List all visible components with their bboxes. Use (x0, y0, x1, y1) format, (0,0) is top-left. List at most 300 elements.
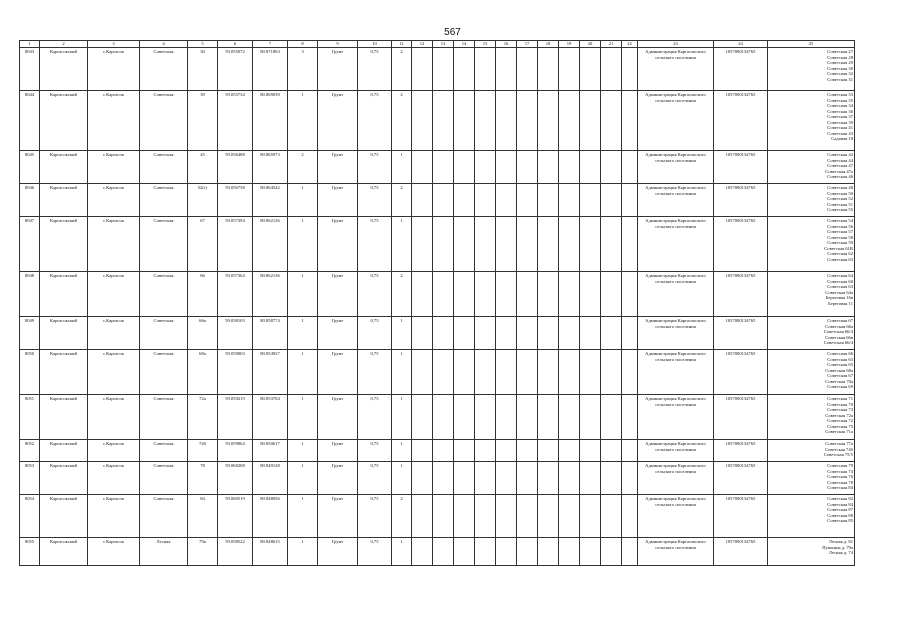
owner-cell: Администрация Каргасокского сельского поселения (638, 91, 714, 151)
column-number: 19 (559, 41, 580, 48)
column-number: 22 (622, 41, 638, 48)
served-address: Советская 65 (827, 362, 853, 367)
empty-cell (517, 217, 538, 272)
empty-cell (601, 272, 622, 317)
settlement-cell: с.Каргасок (88, 495, 140, 538)
street-cell: Лесная (140, 538, 188, 566)
settlement-cell: с.Каргасок (88, 462, 140, 495)
surface-cell: Грунт (318, 350, 358, 395)
empty-cell (496, 350, 517, 395)
empty-cell (412, 91, 433, 151)
ogrn-cell: 1057000134765 (714, 91, 768, 151)
empty-cell (538, 440, 559, 462)
served-addresses-cell (768, 48, 855, 91)
empty-cell (580, 272, 601, 317)
column-number: 10 (358, 41, 392, 48)
surface-cell: Грунт (318, 272, 358, 317)
served-address: Советская 44 (827, 157, 853, 163)
served-address: Советская 62 (827, 251, 853, 256)
served-addresses-cell (768, 91, 855, 151)
empty-cell (433, 440, 454, 462)
volume-cell: 2 (392, 91, 412, 151)
empty-cell (496, 317, 517, 350)
empty-cell (433, 538, 454, 566)
latitude-cell: 59.056758 (218, 184, 253, 217)
area-cell: 0,75 (358, 272, 392, 317)
empty-cell (601, 184, 622, 217)
empty-cell (559, 151, 580, 184)
district-cell: Каргасокский (40, 48, 88, 91)
area-cell: 0,75 (358, 395, 392, 440)
owner-cell: Администрация Каргасокского сельского поселения (638, 272, 714, 317)
empty-cell (622, 462, 638, 495)
served-address: Советская 31 (827, 76, 853, 82)
served-address: Советская 63 (827, 284, 853, 289)
empty-cell (580, 151, 601, 184)
surface-cell: Грунт (318, 462, 358, 495)
empty-cell (580, 350, 601, 395)
served-addresses-cell (768, 350, 855, 395)
empty-cell (433, 462, 454, 495)
container-count-cell: 1 (288, 395, 318, 440)
settlement-cell: с.Каргасок (88, 48, 140, 91)
empty-cell (517, 272, 538, 317)
empty-cell (475, 462, 496, 495)
empty-cell (517, 462, 538, 495)
empty-cell (601, 317, 622, 350)
empty-cell (496, 91, 517, 151)
empty-cell (559, 440, 580, 462)
latitude-cell: 59.058103 (218, 317, 253, 350)
registry-table (19, 40, 855, 566)
empty-cell (559, 395, 580, 440)
empty-cell (412, 440, 433, 462)
empty-cell (496, 538, 517, 566)
surface-cell: Грунт (318, 538, 358, 566)
latitude-cell: 59.059219 (218, 395, 253, 440)
district-cell: Каргасокский (40, 462, 88, 495)
table-row (20, 440, 855, 462)
served-address: Советская 66/4 (823, 340, 853, 345)
empty-cell (475, 151, 496, 184)
empty-cell (580, 48, 601, 91)
table-row (20, 48, 855, 91)
street-cell: Советская (140, 91, 188, 151)
empty-cell (412, 395, 433, 440)
empty-cell (475, 91, 496, 151)
empty-cell (433, 272, 454, 317)
area-cell: 0,75 (358, 538, 392, 566)
empty-cell (538, 395, 559, 440)
served-address: Лесная д. 81 (828, 539, 853, 544)
area-cell: 0,75 (358, 440, 392, 462)
container-count-cell: 1 (288, 317, 318, 350)
served-address: Советская 71 (827, 396, 853, 401)
ogrn-cell: 1057000134765 (714, 538, 768, 566)
served-address: Советская 51 (827, 201, 853, 207)
served-address: Советская 58 (827, 234, 853, 240)
served-address: Советская 27 (827, 49, 853, 54)
empty-cell (496, 48, 517, 91)
served-address: Советская 63 (827, 356, 853, 362)
table-row (20, 538, 855, 566)
ogrn-cell: 1057000134765 (714, 48, 768, 91)
served-address: Советская 34 (827, 103, 853, 108)
empty-cell (517, 48, 538, 91)
ogrn-cell: 1057000134765 (714, 495, 768, 538)
owner-cell: Администрация Каргасокского сельского поселения (638, 48, 714, 91)
served-address: Советская 66в (825, 334, 853, 340)
served-address: Советская 66 (827, 351, 853, 356)
empty-cell (538, 462, 559, 495)
latitude-cell: 59.057364 (218, 272, 253, 317)
volume-cell: 1 (392, 151, 412, 184)
table-row (20, 91, 855, 151)
district-cell: Каргасокский (40, 272, 88, 317)
settlement-cell: с.Каргасок (88, 272, 140, 317)
table-row (20, 495, 855, 538)
empty-cell (517, 538, 538, 566)
empty-cell (538, 91, 559, 151)
served-address: Советская 87 (827, 507, 853, 512)
volume-cell: 2 (392, 184, 412, 217)
served-address: Береговая 16в (825, 295, 853, 300)
owner-cell: Администрация Каргасокского сельского поселения (638, 317, 714, 350)
longitude-cell: 80.850617 (253, 440, 288, 462)
empty-cell (475, 440, 496, 462)
empty-cell (475, 184, 496, 217)
served-address: Советская 70а (825, 378, 853, 384)
empty-cell (454, 48, 475, 91)
column-number: 11 (392, 41, 412, 48)
served-address: Советская 47а (825, 168, 853, 174)
empty-cell (454, 91, 475, 151)
served-addresses-cell (768, 538, 855, 566)
column-number: 16 (496, 41, 517, 48)
surface-cell: Грунт (318, 184, 358, 217)
column-number: 5 (188, 41, 218, 48)
area-cell: 0,75 (358, 91, 392, 151)
empty-cell (496, 217, 517, 272)
served-address: Советская 56 (827, 223, 853, 229)
settlement-cell: с.Каргасок (88, 395, 140, 440)
house-cell: 52(г) (188, 184, 218, 217)
settlement-cell: с.Каргасок (88, 217, 140, 272)
served-addresses-cell (768, 462, 855, 495)
ogrn-cell: 1057000134765 (714, 151, 768, 184)
longitude-cell: 80.864542 (253, 184, 288, 217)
street-cell: Советская (140, 495, 188, 538)
settlement-cell: с.Каргасок (88, 317, 140, 350)
house-cell: 67 (188, 217, 218, 272)
empty-cell (475, 217, 496, 272)
served-addresses-cell (768, 151, 855, 184)
street-cell: Советская (140, 151, 188, 184)
empty-cell (622, 317, 638, 350)
owner-cell: Администрация Каргасокского сельского поселения (638, 440, 714, 462)
settlement-cell: с.Каргасок (88, 184, 140, 217)
served-addresses-cell (768, 440, 855, 462)
column-number: 21 (601, 41, 622, 48)
served-address: Советская 72 (827, 418, 853, 423)
row-number: 8050 (20, 350, 40, 395)
empty-cell (517, 91, 538, 151)
house-cell: 79а (188, 538, 218, 566)
district-cell: Каргасокский (40, 91, 88, 151)
empty-cell (475, 538, 496, 566)
latitude-cell: 59.056488 (218, 151, 253, 184)
served-addresses-cell (768, 495, 855, 538)
ogrn-cell: 1057000134765 (714, 440, 768, 462)
row-number: 8048 (20, 272, 40, 317)
empty-cell (475, 48, 496, 91)
served-address: Советская 43 (827, 130, 853, 136)
empty-cell (496, 395, 517, 440)
empty-cell (601, 495, 622, 538)
empty-cell (433, 317, 454, 350)
empty-cell (538, 184, 559, 217)
table-row (20, 395, 855, 440)
served-address: Советская 67 (827, 373, 853, 378)
empty-cell (601, 440, 622, 462)
house-cell: 72а (188, 395, 218, 440)
served-address: Советская 73 (827, 407, 853, 412)
longitude-cell: 80.865973 (253, 151, 288, 184)
empty-cell (559, 538, 580, 566)
volume-cell: 1 (392, 317, 412, 350)
volume-cell: 2 (392, 272, 412, 317)
column-number: 24 (714, 41, 768, 48)
served-address: Советская 77а (825, 441, 853, 446)
served-address: Советская 85 (827, 518, 853, 523)
empty-cell (580, 91, 601, 151)
district-cell: Каргасокский (40, 184, 88, 217)
surface-cell: Грунт (318, 495, 358, 538)
district-cell: Каргасокский (40, 317, 88, 350)
street-cell: Советская (140, 317, 188, 350)
served-address: Пушкина д. 79а (822, 544, 853, 550)
volume-cell: 1 (392, 350, 412, 395)
served-address: Советская 72а (825, 412, 853, 418)
served-address: Советская 75 (827, 423, 853, 429)
district-cell: Каргасокский (40, 495, 88, 538)
house-cell: 30 (188, 48, 218, 91)
served-address: Советская 29 (827, 60, 853, 65)
container-count-cell: 3 (288, 48, 318, 91)
empty-cell (475, 395, 496, 440)
table-row (20, 317, 855, 350)
empty-cell (580, 495, 601, 538)
owner-cell: Администрация Каргасокского сельского поселения (638, 217, 714, 272)
ogrn-cell: 1057000134765 (714, 272, 768, 317)
house-cell: 39 (188, 91, 218, 151)
served-address: Советская 78 (827, 479, 853, 485)
empty-cell (622, 91, 638, 151)
column-number: 14 (454, 41, 475, 48)
row-number: 8043 (20, 48, 40, 91)
served-address: Советская 30 (827, 65, 853, 71)
served-address: Советская 33 (827, 92, 853, 97)
street-cell: Советская (140, 272, 188, 317)
row-number: 8049 (20, 317, 40, 350)
served-address: Советская 74 (827, 468, 853, 474)
column-number-row (20, 41, 855, 48)
empty-cell (475, 350, 496, 395)
column-number: 23 (638, 41, 714, 48)
table-row (20, 462, 855, 495)
row-number: 8052 (20, 440, 40, 462)
longitude-cell: 80.854927 (253, 350, 288, 395)
empty-cell (559, 350, 580, 395)
surface-cell: Грунт (318, 317, 358, 350)
empty-cell (517, 395, 538, 440)
empty-cell (559, 272, 580, 317)
empty-cell (559, 217, 580, 272)
empty-cell (454, 184, 475, 217)
empty-cell (412, 538, 433, 566)
empty-cell (538, 495, 559, 538)
owner-cell: Администрация Каргасокского сельского поселения (638, 151, 714, 184)
served-address: Советская 60 (827, 278, 853, 284)
served-address: Советская 54 (827, 218, 853, 223)
served-address: Советская 35 (827, 97, 853, 103)
longitude-cell: 80.871863 (253, 48, 288, 91)
empty-cell (517, 495, 538, 538)
empty-cell (454, 317, 475, 350)
served-address: Советская 28 (827, 54, 853, 60)
street-cell: Советская (140, 184, 188, 217)
empty-cell (475, 495, 496, 538)
column-number: 2 (40, 41, 88, 48)
longitude-cell: 80.869039 (253, 91, 288, 151)
table-row (20, 151, 855, 184)
ogrn-cell: 1057000134765 (714, 217, 768, 272)
row-number: 8053 (20, 462, 40, 495)
empty-cell (580, 395, 601, 440)
served-address: Советская 74б (824, 446, 853, 452)
served-addresses-cell (768, 317, 855, 350)
empty-cell (433, 151, 454, 184)
empty-cell (433, 184, 454, 217)
longitude-cell: 80.848056 (253, 495, 288, 538)
street-cell: Советская (140, 440, 188, 462)
empty-cell (433, 217, 454, 272)
container-count-cell: 1 (288, 217, 318, 272)
owner-cell: Администрация Каргасокского сельского поселения (638, 350, 714, 395)
table-row (20, 217, 855, 272)
empty-cell (412, 495, 433, 538)
served-address: Советская 64 (827, 273, 853, 278)
served-address: Советская 39 (827, 119, 853, 125)
house-cell: 84 (188, 495, 218, 538)
latitude-cell: 59.059003 (218, 350, 253, 395)
street-cell: Советская (140, 217, 188, 272)
column-number: 20 (580, 41, 601, 48)
area-cell: 0,75 (358, 48, 392, 91)
served-address: Советская 67 (827, 318, 853, 323)
empty-cell (601, 395, 622, 440)
district-cell: Каргасокский (40, 217, 88, 272)
empty-cell (601, 462, 622, 495)
served-address: Советская 46 (827, 174, 853, 179)
latitude-cell: 59.055734 (218, 91, 253, 151)
served-address: Советская 70 (827, 401, 853, 407)
surface-cell: Грунт (318, 48, 358, 91)
district-cell: Каргасокский (40, 350, 88, 395)
empty-cell (412, 48, 433, 91)
served-address: Советская 36 (827, 108, 853, 114)
served-address: Советская 80 (827, 512, 853, 518)
empty-cell (496, 440, 517, 462)
street-cell: Советская (140, 350, 188, 395)
empty-cell (496, 495, 517, 538)
empty-cell (454, 350, 475, 395)
served-addresses-cell (768, 395, 855, 440)
empty-cell (538, 350, 559, 395)
served-address: Советская 84 (827, 501, 853, 507)
served-address: Советская 82 (827, 496, 853, 501)
empty-cell (538, 48, 559, 91)
latitude-cell: 59.058522 (218, 538, 253, 566)
longitude-cell: 80.853704 (253, 395, 288, 440)
empty-cell (412, 184, 433, 217)
longitude-cell: 80.862136 (253, 272, 288, 317)
area-cell: 0,75 (358, 184, 392, 217)
container-count-cell: 1 (288, 538, 318, 566)
latitude-cell: 59.059864 (218, 440, 253, 462)
area-cell: 0,75 (358, 317, 392, 350)
row-number: 8046 (20, 184, 40, 217)
served-address: Советская 64а (825, 289, 853, 295)
empty-cell (433, 48, 454, 91)
empty-cell (433, 350, 454, 395)
empty-cell (580, 184, 601, 217)
ogrn-cell: 1057000134765 (714, 462, 768, 495)
table-row (20, 184, 855, 217)
empty-cell (601, 350, 622, 395)
served-address: Советская 66/3 (823, 329, 853, 334)
area-cell: 0,75 (358, 462, 392, 495)
empty-cell (622, 217, 638, 272)
house-cell: 74б (188, 440, 218, 462)
container-count-cell: 1 (288, 462, 318, 495)
served-address: Береговая 11 (828, 300, 853, 306)
empty-cell (475, 317, 496, 350)
empty-cell (454, 495, 475, 538)
empty-cell (622, 440, 638, 462)
served-address: Садовая 18 (831, 136, 853, 141)
column-number: 4 (140, 41, 188, 48)
empty-cell (433, 495, 454, 538)
served-address: Советская 68а (825, 367, 853, 373)
column-number: 18 (538, 41, 559, 48)
area-cell: 0,75 (358, 495, 392, 538)
container-count-cell: 1 (288, 91, 318, 151)
page-number: 567 (444, 27, 461, 38)
container-count-cell: 1 (288, 440, 318, 462)
row-number: 8051 (20, 395, 40, 440)
street-cell: Советская (140, 462, 188, 495)
empty-cell (412, 317, 433, 350)
empty-cell (580, 217, 601, 272)
column-number: 13 (433, 41, 454, 48)
empty-cell (412, 462, 433, 495)
served-address: Советская 41 (827, 125, 853, 130)
served-address: Советская 55 (827, 207, 853, 212)
owner-cell: Администрация Каргасокского сельского поселения (638, 462, 714, 495)
empty-cell (580, 317, 601, 350)
street-cell: Советская (140, 395, 188, 440)
